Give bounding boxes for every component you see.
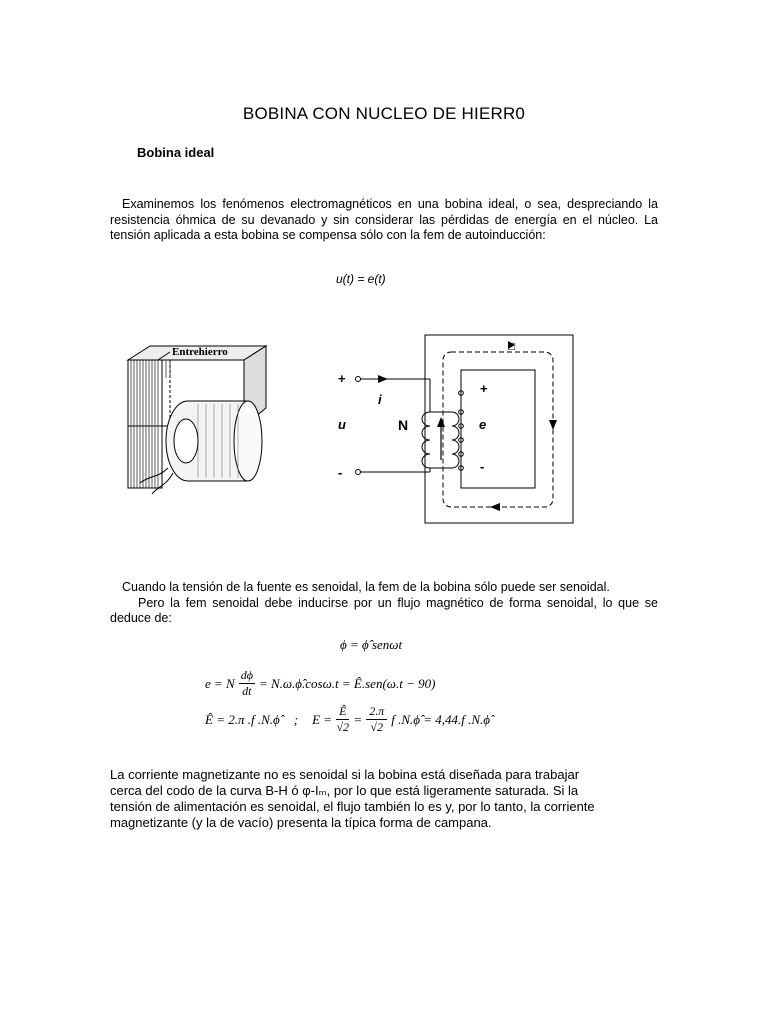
amp-e-eq: E =: [312, 711, 333, 727]
amp-frac1-num: Ê: [336, 704, 349, 720]
closing-line-3: tensión de alimentación es senoidal, el flujo también lo es y, por lo tanto, la corriente: [110, 799, 595, 814]
intro-paragraph: [110, 197, 658, 244]
closing-paragraph: [110, 767, 650, 831]
circuit-diagram: [330, 330, 580, 530]
para-line2: Pero la fem senoidal debe inducirse por un flujo magnético de forma senoidal, lo que se deduce de:: [110, 595, 658, 625]
voltage-label: u: [338, 417, 346, 432]
amp-eq2: =: [353, 711, 363, 727]
plus-terminal-label: +: [338, 371, 346, 386]
page-title: BOBINA CON NUCLEO DE HIERR0: [242, 104, 526, 123]
closing-line-2: cerca del codo de la curva B-H ó φ-Iₘ, por lo que está ligeramente saturada. Si la: [110, 783, 579, 798]
closing-line-1: La corriente magnetizante no es senoidal si la bobina está diseñada para trabajar: [110, 767, 580, 782]
emf-frac-num: dϕ: [240, 668, 253, 682]
emf-fraction: [239, 668, 255, 699]
minus-terminal-label: -: [338, 465, 343, 480]
sinusoidal-paragraph: [110, 580, 658, 627]
emf-lhs: e = N: [205, 675, 235, 691]
emf-label: e: [479, 417, 487, 432]
current-label: i: [378, 392, 382, 407]
amp-fraction2: [366, 704, 387, 735]
emf-frac-den: dt: [242, 684, 252, 698]
emf-equation: [205, 668, 435, 699]
amp-separator: ;: [293, 711, 299, 727]
turns-label: N: [398, 417, 409, 433]
amp-rhs: f .N.ϕ̂ = 4,44.f .N.ϕ̂: [391, 711, 490, 727]
amp-part1: Ê = 2.π .f .N.ϕ̂: [205, 711, 280, 727]
flux-equation: ϕ = ϕ̂ senωt: [340, 637, 403, 652]
amp-frac2-den: √2: [370, 720, 383, 734]
amp-frac2-num: 2.π: [366, 704, 387, 720]
emf-plus-label: +: [480, 381, 488, 396]
emf-minus-label: -: [480, 459, 485, 474]
amplitude-equation: [205, 704, 490, 735]
section-subtitle: Bobina ideal: [137, 145, 215, 160]
amp-fraction1: [336, 704, 349, 735]
entrehierro-label: Entrehierro: [172, 346, 228, 358]
amp-frac1-den: √2: [336, 720, 350, 734]
emf-rhs: = N.ω.ϕ̂.cosω.t = Ê.sen(ω.t − 90): [258, 675, 436, 691]
closing-line-4: magnetizante (y la de vacío) presenta la típica forma de campana.: [110, 815, 492, 830]
para-line1: Cuando la tensión de la fuente es senoidal, la fem de la bobina sólo puede ser senoidal.: [122, 580, 610, 594]
equation-ut: u(t) = e(t): [336, 272, 386, 286]
flux-symbol: □: [508, 339, 516, 353]
intro-text: Examinemos los fenómenos electromagnéticos en una bobina ideal, o sea, despreciando la resistencia óhmica de su devanado y sin considerar las pérdidas de energía en el núcleo. La tensión aplicada a esta bobina se compensa sólo con la fem de autoinducción:: [110, 197, 658, 242]
core-coil-figure: [118, 338, 278, 498]
